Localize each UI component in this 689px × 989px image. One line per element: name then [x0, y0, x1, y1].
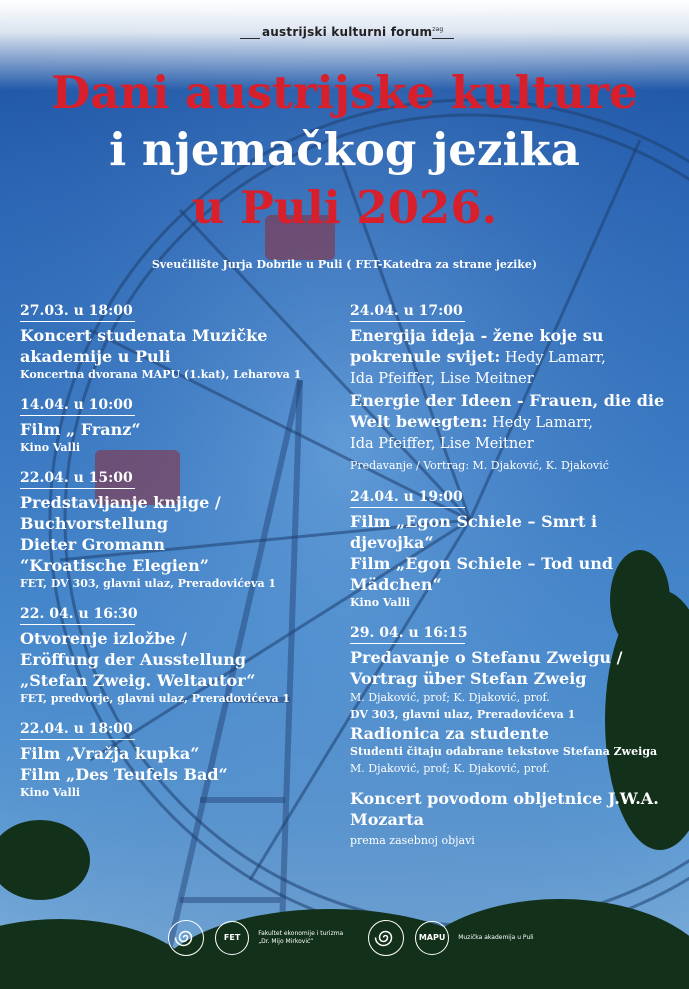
mapu-text: Muzička akademija u Puli	[458, 934, 534, 941]
event-venue: DV 303, glavni ulaz, Preradovićeva 1	[350, 708, 576, 721]
event-date: 24.04. u 19:00	[350, 489, 463, 505]
event-lecturers: M. Djaković, prof; K. Djaković, prof.	[350, 691, 550, 704]
event-rule	[20, 624, 135, 625]
event-title-line: Dieter Gromann	[20, 535, 166, 554]
event-date: 24.04. u 17:00	[350, 303, 463, 319]
event-energija-ideja	[350, 303, 680, 475]
event-title-line: Vortrag über Stefan Zweig	[350, 669, 587, 688]
event-rule	[20, 415, 135, 416]
concert-note: prema zasebnoj objavi	[350, 834, 475, 847]
event-title-line: Otvorenje izložbe /	[20, 629, 187, 648]
event-rule	[20, 739, 135, 740]
right-schedule-column	[350, 303, 680, 864]
event-rule	[20, 488, 135, 489]
event-title-line: Film „Des Teufels Bad“	[20, 765, 228, 784]
event-rule	[350, 321, 465, 322]
event-rule	[350, 643, 465, 644]
event-rule	[20, 321, 135, 322]
event-title-line: Ida Pfeiffer, Lise Meitner	[350, 436, 534, 452]
event-rule	[350, 507, 465, 508]
event-title-line: Energija ideja - žene koje su	[350, 326, 604, 345]
event-title-line: Film „ Franz“	[20, 420, 141, 439]
event-venue: Kino Valli	[20, 786, 81, 799]
event-date: 27.03. u 18:00	[20, 303, 133, 319]
mapu-logo-group	[368, 920, 534, 956]
event-venue: Koncertna dvorana MAPU (1.kat), Leharova 1	[20, 368, 302, 381]
event-exhibition-opening	[20, 606, 340, 707]
title-line-3: u Puli 2026.	[191, 181, 498, 234]
concert-title-line: Mozarta	[350, 810, 425, 829]
event-title-line: Predstavljanje knjige /	[20, 493, 221, 512]
workshop-title: Radionica za studente	[350, 724, 549, 743]
event-title-line: Film „Vražja kupka“	[20, 744, 200, 763]
workshop-lecturers: M. Djaković, prof; K. Djaković, prof.	[350, 762, 550, 775]
event-venue: FET, predvorje, glavni ulaz, Preradovićeva 1	[20, 692, 291, 705]
event-date: 22. 04. u 16:30	[20, 606, 138, 622]
event-date: 22.04. u 15:00	[20, 470, 133, 486]
event-book-presentation	[20, 470, 340, 592]
event-title-line: akademije u Puli	[20, 347, 171, 366]
subtitle: Sveučilište Jurja Dobrile u Puli ( FET-Katedra za strane jezike)	[151, 258, 538, 271]
fet-badge: FET	[215, 921, 249, 955]
event-note: Predavanje / Vortrag: M. Djaković, K. Djaković	[350, 459, 609, 472]
event-venue: Kino Valli	[350, 596, 411, 609]
event-film-franz	[20, 397, 340, 456]
event-date: 22.04. u 18:00	[20, 721, 133, 737]
event-venue: FET, DV 303, glavni ulaz, Preradovićeva 1	[20, 577, 277, 590]
university-seal-icon	[168, 920, 204, 956]
fet-logo-group	[168, 920, 343, 956]
event-title-line: Energie der Ideen - Frauen, die die	[350, 391, 665, 410]
event-title-line: Buchvorstellung	[20, 514, 169, 533]
university-seal-icon	[368, 920, 404, 956]
event-venue: Kino Valli	[20, 441, 81, 454]
event-title-line: Film „Egon Schiele – Smrt i djevojka“	[350, 512, 598, 552]
fet-text: Fakultet ekonomije i turizma „Dr. Mijo Mirković“	[258, 930, 344, 945]
event-title-line: „Stefan Zweig. Weltautor“	[20, 671, 256, 690]
event-film-egon-schiele	[350, 489, 680, 611]
header-rule-left	[240, 38, 260, 39]
organizer-logo: austrijski kulturni forum$^{zag}$	[262, 25, 444, 39]
title-line-1: Dani austrijske kulture	[51, 66, 638, 119]
mapu-badge: MAPU	[415, 921, 449, 955]
event-title-line: Mädchen“	[350, 575, 442, 594]
concert-title-line: Koncert povodom obljetnice J.W.A.	[350, 789, 659, 808]
event-title-line: “Kroatische Elegien”	[20, 556, 209, 575]
workshop-subtitle: Studenti čitaju odabrane tekstove Stefana Zweiga	[350, 745, 658, 758]
left-schedule-column	[20, 303, 340, 815]
event-title-line: Predavanje o Stefanu Zweigu /	[350, 648, 623, 667]
event-stefan-zweig-lecture	[350, 625, 680, 850]
event-title-line: Eröffung der Ausstellung	[20, 650, 247, 669]
event-koncert-mapu	[20, 303, 340, 383]
event-film-vrazja-kupka	[20, 721, 340, 801]
event-title-line: Film „Egon Schiele – Tod und	[350, 554, 614, 573]
event-title-line: Ida Pfeiffer, Lise Meitner	[350, 371, 534, 387]
event-title-line: Koncert studenata Muzičke	[20, 326, 268, 345]
event-date: 29. 04. u 16:15	[350, 625, 468, 641]
event-title-line: Welt bewegten: Hedy Lamarr,	[350, 412, 593, 431]
event-title-line: pokrenule svijet: Hedy Lamarr,	[350, 347, 606, 366]
title-line-2: i njemačkog jezika	[109, 123, 580, 176]
event-date: 14.04. u 10:00	[20, 397, 133, 413]
